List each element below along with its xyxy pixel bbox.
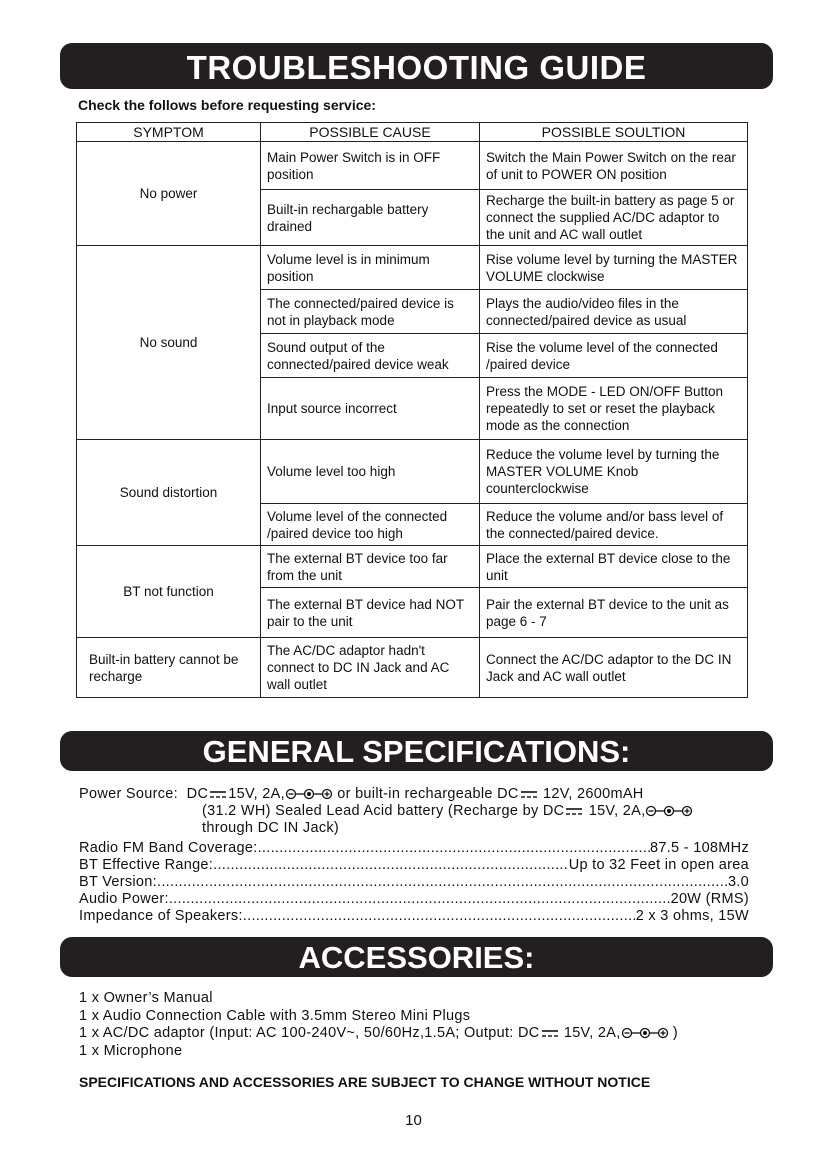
cause-cell: The external BT device had NOT pair to the unit: [261, 588, 480, 638]
symptom-cell: No sound: [77, 246, 261, 440]
power-line-2-text: (31.2 WH) Sealed Lead Acid battery (Recharge by DC: [202, 803, 565, 819]
dc-symbol-icon: [566, 807, 582, 816]
accessories-list: [79, 990, 678, 1060]
spec-label: Radio FM Band Coverage:: [79, 840, 258, 856]
adaptor-close: ): [668, 1025, 678, 1041]
symptom-cell: Sound distortion: [77, 440, 261, 546]
spec-row: [79, 891, 749, 908]
power-part-3: 12V, 2600mAH: [538, 786, 644, 802]
spec-row: [79, 857, 749, 874]
solution-cell: Rise the volume level of the connected /paired device: [480, 334, 748, 378]
power-line-1: [79, 786, 749, 803]
cause-cell: Built-in rechargable battery drained: [261, 190, 480, 246]
table-header-row: [77, 123, 748, 142]
spec-label: BT Version:: [79, 874, 157, 890]
table-row: [77, 246, 748, 290]
change-notice: SPECIFICATIONS AND ACCESSORIES ARE SUBJECT TO CHANGE WITHOUT NOTICE: [79, 1074, 651, 1090]
power-part-2: or built-in rechargeable DC: [332, 786, 519, 802]
solution-cell: Switch the Main Power Switch on the rear of unit to POWER ON position: [480, 142, 748, 190]
header-cause: POSSIBLE CAUSE: [261, 123, 480, 142]
spec-label: Audio Power:: [79, 891, 169, 907]
list-item: 1 x Audio Connection Cable with 3.5mm Stereo Mini Plugs: [79, 1007, 471, 1024]
solution-cell: Reduce the volume level by turning the MASTER VOLUME Knob counterclockwise: [480, 440, 748, 504]
page-number: 10: [405, 1112, 422, 1129]
cause-cell: Volume level is in minimum position: [261, 246, 480, 290]
cause-cell: Volume level of the connected /paired device too high: [261, 504, 480, 546]
spec-row: [79, 874, 749, 891]
cause-cell: Main Power Switch is in OFF position: [261, 142, 480, 190]
cause-cell: The AC/DC adaptor hadn't connect to DC IN Jack and AC wall outlet: [261, 638, 480, 698]
spec-label: Impedance of Speakers:: [79, 908, 243, 924]
solution-cell: Pair the external BT device to the unit as page 6 - 7: [480, 588, 748, 638]
power-dc-text: DC: [186, 786, 209, 802]
spec-value: 3.0: [727, 874, 749, 890]
adaptor-text: 1 x AC/DC adaptor (Input: AC 100-240V~, 50/60Hz,1.5A; Output: DC: [79, 1025, 540, 1041]
power-label: Power Source:: [79, 786, 178, 802]
cause-cell: Input source incorrect: [261, 378, 480, 440]
polarity-symbol-icon: [621, 1027, 669, 1039]
spec-row: [79, 908, 749, 925]
table-row: [77, 638, 748, 698]
table-row: [77, 142, 748, 190]
symptom-cell: BT not function: [77, 546, 261, 638]
adaptor-output: 15V, 2A,: [559, 1025, 621, 1041]
dc-symbol-icon: [521, 790, 537, 799]
power-source-spec: [79, 786, 749, 837]
cause-cell: The external BT device too far from the unit: [261, 546, 480, 588]
spec-value: Up to 32 Feet in open area: [568, 857, 749, 873]
power-line-2: [79, 803, 749, 820]
solution-cell: Press the MODE - LED ON/OFF Button repeatedly to set or reset the playback mode as the connection: [480, 378, 748, 440]
header-symptom: SYMPTOM: [77, 123, 261, 142]
power-line-3: through DC IN Jack): [202, 820, 340, 836]
troubleshooting-intro: Check the follows before requesting service:: [78, 97, 376, 113]
accessories-title: ACCESSORIES:: [60, 937, 773, 977]
dc-symbol-icon: [542, 1029, 558, 1038]
list-item: [79, 1025, 678, 1043]
spec-value: 20W (RMS): [670, 891, 749, 907]
spec-list: [79, 840, 749, 925]
solution-cell: Rise volume level by turning the MASTER VOLUME clockwise: [480, 246, 748, 290]
power-line-2-value: 15V, 2A,: [584, 803, 646, 819]
spec-label: BT Effective Range:: [79, 857, 214, 873]
list-item: 1 x Owner’s Manual: [79, 990, 213, 1006]
spec-value: 87.5 - 108MHz: [650, 840, 749, 856]
specifications-title: GENERAL SPECIFICATIONS:: [60, 731, 773, 771]
polarity-symbol-icon: [645, 805, 693, 817]
symptom-cell: No power: [77, 142, 261, 246]
list-item: 1 x Microphone: [79, 1042, 183, 1059]
spec-value: 2 x 3 ohms, 15W: [635, 908, 749, 924]
polarity-symbol-icon: [285, 788, 333, 800]
dc-symbol-icon: [210, 790, 226, 799]
solution-cell: Connect the AC/DC adaptor to the DC IN Jack and AC wall outlet: [480, 638, 748, 698]
solution-cell: Place the external BT device close to the unit: [480, 546, 748, 588]
symptom-cell: Built-in battery cannot be recharge: [77, 638, 261, 698]
solution-cell: Reduce the volume and/or bass level of the connected/paired device.: [480, 504, 748, 546]
spec-row: [79, 840, 749, 857]
table-row: [77, 546, 748, 588]
troubleshooting-title: TROUBLESHOOTING GUIDE: [60, 43, 773, 89]
solution-cell: Recharge the built-in battery as page 5 or connect the supplied AC/DC adaptor to the unit and AC wall outlet: [480, 190, 748, 246]
cause-cell: Sound output of the connected/paired device weak: [261, 334, 480, 378]
table-row: [77, 440, 748, 504]
cause-cell: Volume level too high: [261, 440, 480, 504]
cause-cell: The connected/paired device is not in playback mode: [261, 290, 480, 334]
troubleshooting-table: [76, 122, 748, 698]
power-part-1: 15V, 2A,: [228, 786, 285, 802]
solution-cell: Plays the audio/video files in the connected/paired device as usual: [480, 290, 748, 334]
header-solution: POSSIBLE SOULTION: [480, 123, 748, 142]
